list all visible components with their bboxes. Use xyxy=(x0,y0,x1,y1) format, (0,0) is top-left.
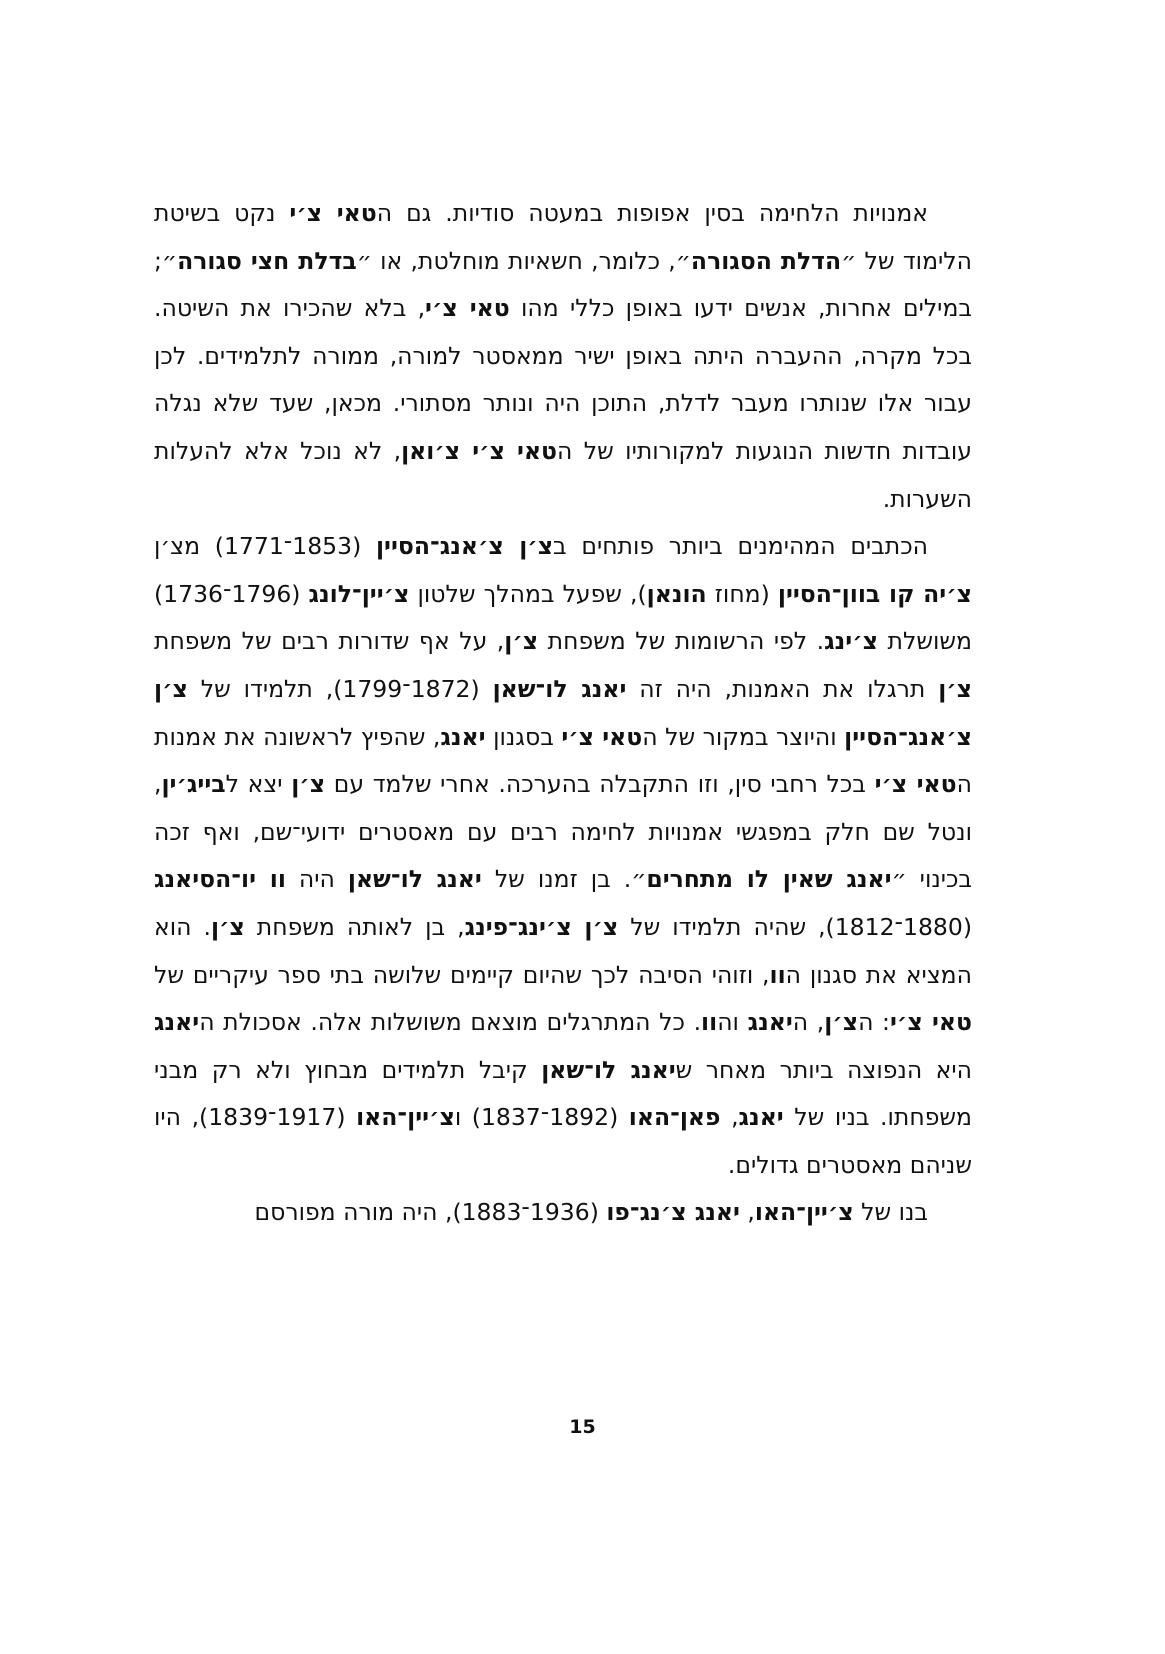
text-run: . כל המתרגלים מוצאם משושלות אלה. אסכולת ה xyxy=(199,1008,702,1037)
bold-term: יאנג לו־שאן xyxy=(492,674,627,703)
text-run: , לא נוכל אלא להעלות השערות. xyxy=(154,436,972,513)
body-text xyxy=(154,190,972,1237)
text-run: : ה xyxy=(858,1008,890,1037)
text-run: (1936־1883), היה מורה מפורסם xyxy=(254,1198,607,1227)
text-run: אמנויות הלחימה בסין אפופות במעטה סודיות. גם ה xyxy=(376,199,928,227)
text-run: (1853־1771) מצ׳ן xyxy=(154,532,376,561)
text-run: (1872־1799), תלמידו של xyxy=(187,674,493,703)
bold-term: פאן־האו xyxy=(628,1103,721,1132)
text-run: . הוא המציא את סגנון ה xyxy=(154,912,972,989)
page-number: 15 xyxy=(569,1416,596,1438)
text-run: וה xyxy=(717,1008,748,1037)
text-run: ), שפעל במהלך שלטון xyxy=(409,579,647,608)
text-run: . לפי הרשומות של משפחת xyxy=(538,627,825,656)
bold-term: יאנג לו־שאן xyxy=(541,1055,676,1084)
bold-term: צ׳יין־לונג xyxy=(308,579,410,608)
text-run: ״, כלומר, חשאיות מוחלטת, או ״ xyxy=(356,246,691,275)
paragraph xyxy=(154,1189,972,1237)
text-run: , בן לאותה משפחת xyxy=(244,912,465,941)
paragraph xyxy=(154,190,972,523)
text-run: (1796־1736) משושלת xyxy=(154,579,972,656)
text-run: , ה xyxy=(792,1008,825,1037)
text-run: נקט בשיטת הלימוד של ״ xyxy=(154,199,972,275)
bold-term: טאי צ׳י xyxy=(889,1008,972,1037)
paragraph xyxy=(154,523,972,1189)
bold-term: צ׳יין־האו xyxy=(754,1198,854,1227)
text-run: תרגלו את האמנות, היה זה xyxy=(626,674,939,703)
text-run: בכל רחבי סין, וזו התקבלה בהערכה. אחרי שלמד עם xyxy=(325,770,875,799)
text-run: , בלא שהכירו את השיטה. בכל מקרה, ההעברה היתה באופן ישיר ממאסטר למורה, ממורה לתלמידים. לכן עבור אלו שנותרו מעבר לדלת, התוכן היה ונותר מסתורי. מכאן, שעד שלא נגלה עובדות חדשות הנוגעות למקורותיו של ה xyxy=(154,294,972,465)
text-run: (1880־1812), שהיה תלמידו של xyxy=(618,912,973,941)
text-run: בסגנון xyxy=(485,722,562,751)
bold-term: טאי צ׳י xyxy=(289,199,377,227)
text-run: היה xyxy=(285,865,348,894)
text-run: , שהפיץ לראשונה את אמנות ה xyxy=(154,722,972,799)
text-run: היא הנפוצה ביותר מאחר ש xyxy=(675,1055,973,1084)
bold-term: טאי צ׳י צ׳ואן xyxy=(401,436,558,465)
bold-term: הדלת הסגורה xyxy=(690,246,842,275)
bold-term: צ׳ן xyxy=(291,770,326,799)
bold-term: צ׳ן צ׳אנג־הסיין xyxy=(375,532,554,561)
bold-term: יאנג xyxy=(738,1103,784,1132)
bold-term: צ׳ינג xyxy=(824,627,878,656)
bold-term: בדלת חצי סגורה xyxy=(177,246,357,275)
text-run: , ונטל שם חלק במפגשי אמנויות לחימה רבים עם מאסטרים ידועי־שם, ואף זכה בכינוי ״ xyxy=(154,770,973,894)
bold-term: וו xyxy=(769,960,786,989)
text-run: בנו של xyxy=(853,1198,928,1227)
text-run: יצא ל xyxy=(225,770,292,799)
bold-term: טאי צ׳י xyxy=(561,722,643,751)
bold-term: יאנג לו־שאן xyxy=(347,865,482,894)
bold-term: צ׳ן xyxy=(504,627,539,656)
bold-term: יאנג xyxy=(440,722,486,751)
bold-term: צ׳יין־האו xyxy=(356,1103,455,1132)
bold-term: יאנג xyxy=(154,1008,200,1037)
bold-term: צ׳ן צ׳ינג־פינג xyxy=(464,912,619,941)
bold-term: יאנג xyxy=(747,1008,793,1037)
bold-term: צ׳ן xyxy=(210,912,245,941)
bold-term: בייג׳ין xyxy=(161,770,226,799)
bold-term: צ׳ן xyxy=(938,674,973,703)
bold-term: צ׳ן צ׳אנג־הסיין xyxy=(154,674,972,751)
text-run: ״; במילים אחרות, אנשים ידעו באופן כללי מהו xyxy=(154,246,972,323)
bold-term: וו xyxy=(701,1008,718,1037)
text-run: , על אף שדורות רבים של משפחת xyxy=(154,627,505,656)
bold-term: צ׳יה קו בוון־הסיין xyxy=(777,579,972,608)
text-run: קיבל תלמידים מבחוץ ולא רק מבני משפחתו. בניו של xyxy=(154,1055,973,1132)
text-run: , xyxy=(739,1198,755,1227)
text-run: (1917־1839), היו שניהם מאסטרים גדולים. xyxy=(154,1103,972,1179)
bold-term: יאנג צ׳נג־פו xyxy=(606,1198,740,1227)
text-run: (1892־1837) ו xyxy=(454,1103,629,1132)
bold-term: צ׳ן xyxy=(824,1008,859,1037)
text-run: והיוצר במקור של ה xyxy=(642,722,845,751)
text-run: , וזוהי הסיבה לכך שהיום קיימים שלושה בתי ספר עיקריים של xyxy=(154,960,770,989)
bold-term: יאנג שאין לו מתחרים xyxy=(646,865,892,894)
text-run: , xyxy=(720,1103,739,1132)
bold-term: וו יו־הסיאנג xyxy=(154,865,286,894)
bold-term: טאי צ׳י xyxy=(874,770,957,799)
bold-term: הונאן xyxy=(646,579,707,608)
text-run: (מחוז xyxy=(706,579,778,608)
bold-term: טאי צ׳י xyxy=(425,294,510,323)
text-run: ״. בן זמנו של xyxy=(481,865,647,894)
text-run: הכתבים המהימנים ביותר פותחים ב xyxy=(553,532,928,561)
